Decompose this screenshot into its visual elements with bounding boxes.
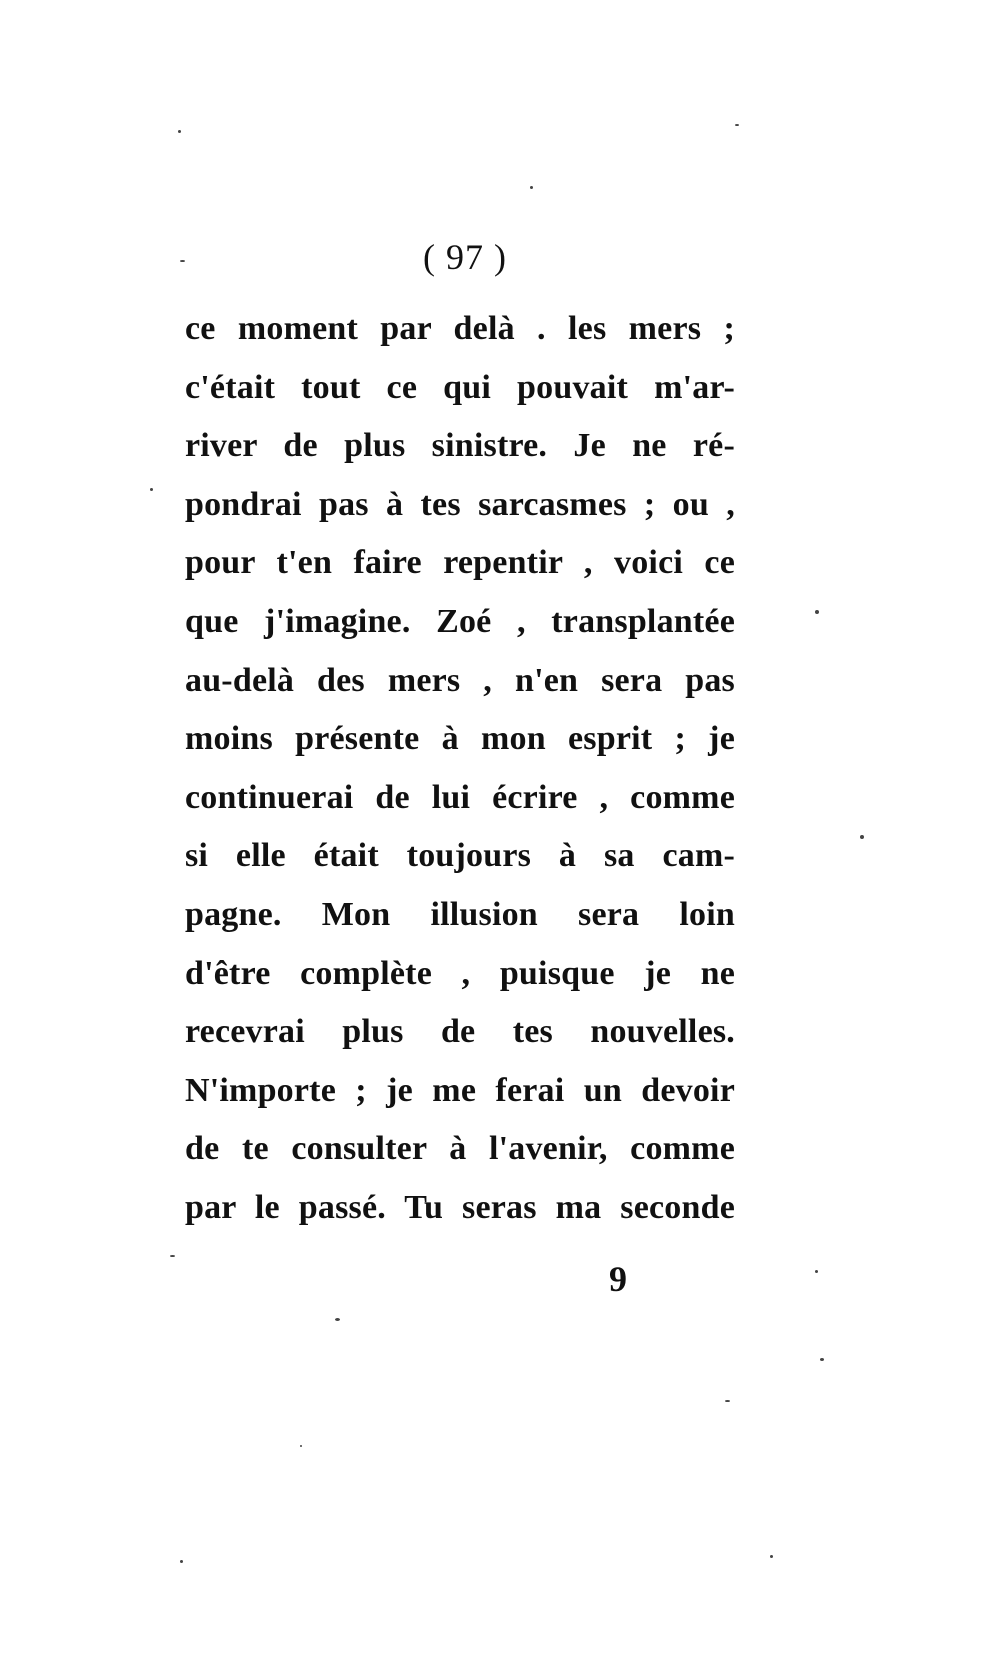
scan-speck <box>178 130 181 133</box>
scan-speck <box>820 1358 824 1361</box>
text-line: continuerai de lui écrire , comme <box>185 778 735 816</box>
scan-speck <box>300 1445 302 1447</box>
text-line: N'importe ; je me ferai un devoir <box>185 1071 735 1109</box>
text-line: pagne. Mon illusion sera loin <box>185 895 735 933</box>
scan-speck <box>180 1560 183 1563</box>
text-line: river de plus sinistre. Je ne ré- <box>185 427 735 465</box>
text-line: si elle était toujours à sa cam- <box>185 837 735 875</box>
scan-speck <box>725 1400 730 1402</box>
text-line: de te consulter à l'avenir, comme <box>185 1130 735 1168</box>
scan-speck <box>180 260 185 262</box>
scan-speck <box>335 1318 340 1321</box>
scan-speck <box>860 835 864 839</box>
text-line: que j'imagine. Zoé , transplantée <box>185 602 735 640</box>
text-line: moins présente à mon esprit ; je <box>185 720 735 758</box>
scan-speck <box>170 1255 175 1257</box>
scan-speck <box>815 1270 818 1273</box>
text-line: c'était tout ce qui pouvait m'ar- <box>185 368 735 406</box>
text-line: pour t'en faire repentir , voici ce <box>185 544 735 582</box>
text-line: pondrai pas à tes sarcasmes ; ou , <box>185 485 735 523</box>
scan-speck <box>150 488 153 491</box>
text-line: ce moment par delà . les mers ; <box>185 310 735 347</box>
page-number: ( 97 ) <box>423 237 507 277</box>
scan-speck <box>770 1555 773 1558</box>
signature-mark: 9 <box>609 1259 627 1299</box>
text-line: d'être complète , puisque je ne <box>185 954 735 992</box>
text-line: recevrai plus de tes nouvelles. <box>185 1013 735 1051</box>
scan-speck <box>530 186 533 189</box>
body-text <box>185 300 735 1238</box>
scan-speck <box>815 610 819 614</box>
scan-speck <box>735 124 739 126</box>
text-line: au-delà des mers , n'en sera pas <box>185 661 735 699</box>
text-line: par le passé. Tu seras ma seconde <box>185 1188 735 1226</box>
